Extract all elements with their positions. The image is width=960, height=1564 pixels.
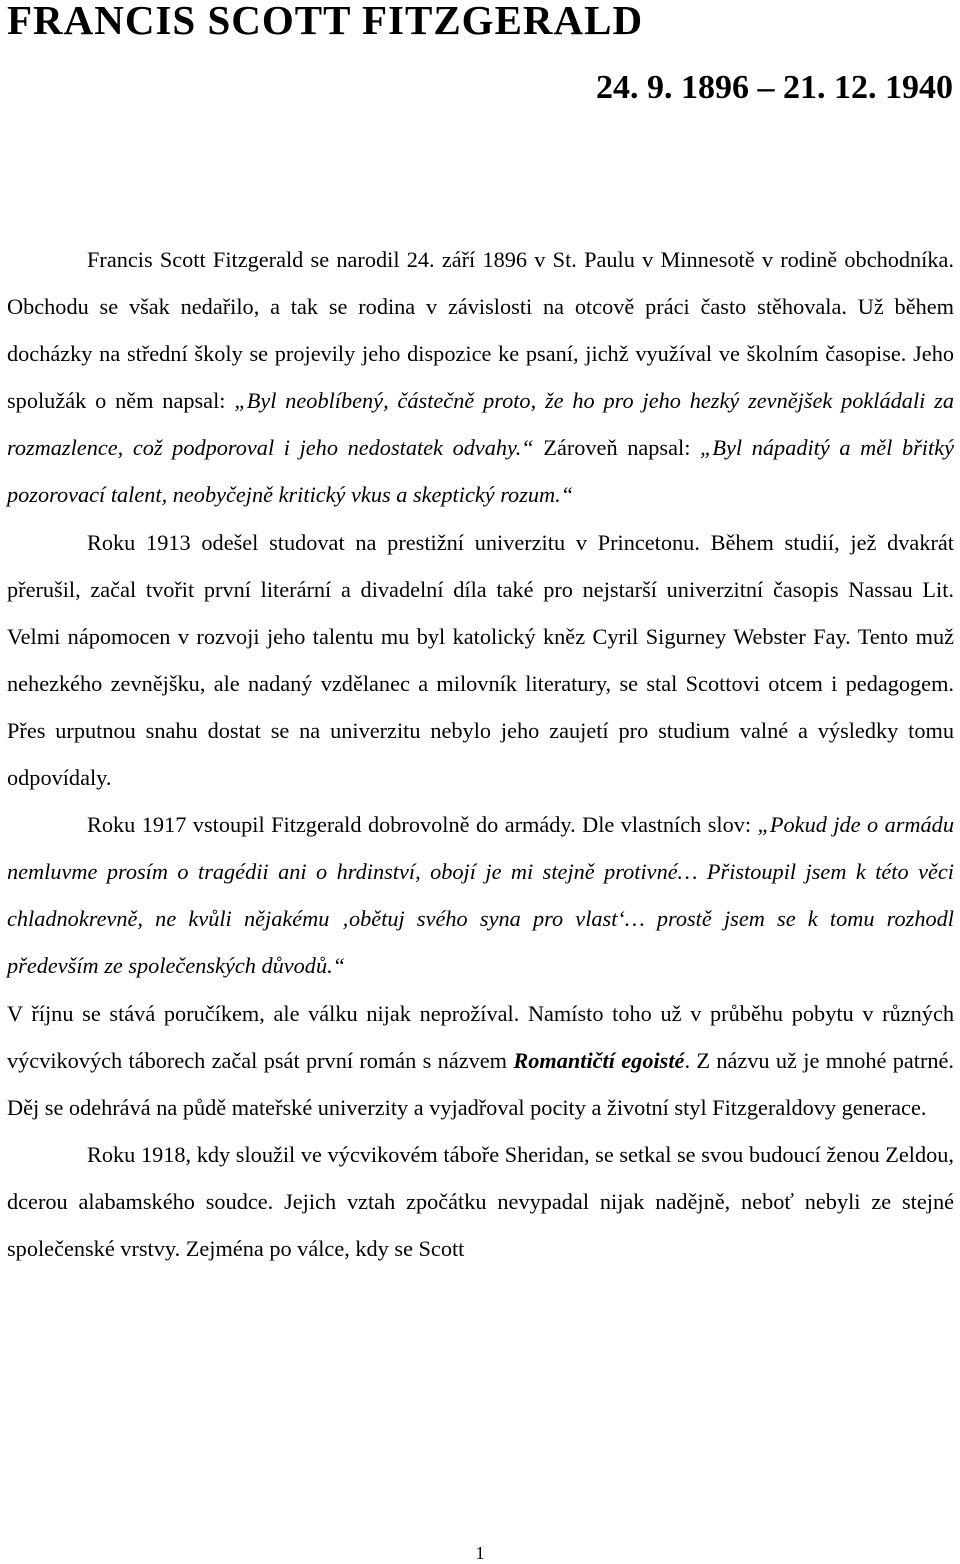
page-number: 1 (475, 1543, 485, 1563)
paragraph-text: . Z názvu už je mnohé patrné. Děj se odehrává na půdě mateřské univerzity a vyjadřoval pocity a životní styl Fitzgeraldovy generace. (7, 1047, 955, 1120)
paragraph-army (7, 801, 954, 989)
paragraph-text: V říjnu se stává poručíkem, ale válku nijak neprožíval. Namísto toho už v průběhu pobytu v různých výcvikových táborech začal psát první román s názvem (7, 1000, 954, 1073)
document-body (7, 236, 954, 1272)
paragraph-first-novel (7, 990, 954, 1131)
paragraph-princeton (7, 519, 954, 802)
classmate-quote: „Byl nápaditý a měl břitký pozorovací talent, neobyčejně kritický vkus a skeptický rozum.“ (7, 435, 954, 508)
paragraph-childhood (7, 236, 954, 519)
page-title: FRANCIS SCOTT FITZGERALD (7, 0, 644, 43)
paragraph-text: Zároveň napsal: (533, 435, 701, 461)
novel-title: Romantičtí egoisté (513, 1047, 685, 1073)
army-quote: „Pokud jde o armádu nemluvme prosím o tragédii ani o hrdinství, obojí je mi stejně protivné… Přistoupil jsem k této věci chladnokrevně, ne kvůli nějakému ‚obětuj svého syna pro vlast‘… prostě jsem se k tomu rozhodl především ze společenských důvodů.“ (7, 812, 954, 979)
paragraph-text: Roku 1913 odešel studovat na prestižní univerzitu v Princetonu. Během studií, jež dvakrát přerušil, začal tvořit první literární a divadelní díla také pro nejstarší univerzitní časopis Nassau Lit. Velmi nápomocen v rozvoji jeho talentu mu byl katolický kněz Cyril Sigurney Webster Fay. Tento muž nehezkého zevnějšku, ale nadaný vzdělanec a milovník literatury, se stal Scottovi otcem i pedagogem. Přes urputnou snahu dostat se na univerzitu nebylo jeho zaujetí pro studium valné a výsledky tomu odpovídaly. (7, 529, 954, 791)
paragraph-text: Roku 1917 vstoupil Fitzgerald dobrovolně do armády. Dle vlastních slov: (87, 812, 758, 838)
paragraph-text: Roku 1918, kdy sloužil ve výcvikovém táboře Sheridan, se setkal se svou budoucí ženou Zeldou, dcerou alabamského soudce. Jejich vztah zpočátku nevypadal nijak nadějně, neboť nebyli ze stejné společenské vrstvy. Zejména po válce, kdy se Scott (7, 1141, 954, 1261)
life-dates: 24. 9. 1896 – 21. 12. 1940 (596, 69, 953, 106)
paragraph-text: Francis Scott Fitzgerald se narodil 24. září 1896 v St. Paulu v Minnesotě v rodině obchodníka. Obchodu se však nedařilo, a tak se rodina v závislosti na otcově práci často stěhovala. Už během docházky na střední školy se projevily jeho dispozice ke psaní, jichž využíval ve školním časopise. Jeho spolužák o něm napsal: (7, 247, 954, 414)
classmate-quote: „Byl neoblíbený, částečně proto, že ho pro jeho hezký zevnějšek pokládali za rozmazlence, což podporoval i jeho nedostatek odvahy.“ (7, 388, 955, 461)
paragraph-zelda (7, 1131, 954, 1272)
